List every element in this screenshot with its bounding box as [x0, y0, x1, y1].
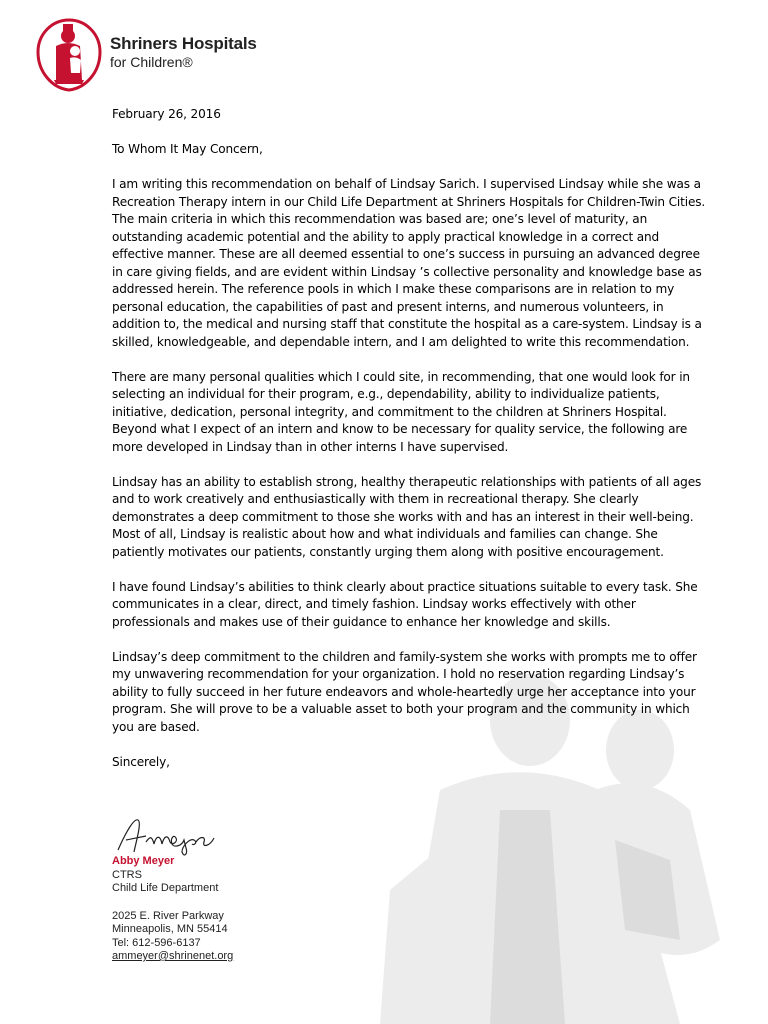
signer-department: Child Life Department: [112, 882, 219, 894]
letter-closing: Sincerely,: [112, 754, 170, 769]
letter-paragraph: Lindsay’s deep commitment to the children and family-system she works with prompts me to offer my unwavering recommendation for your organization. I hold no reservation regarding Lindsay’s ability to fully succeed in her future endeavors and whole-heartedly urge her acceptance into your program. She will prove to be a valuable asset to both your program and the community in which you are based.: [112, 649, 697, 734]
letter-salutation: To Whom It May Concern,: [112, 142, 263, 156]
signer-title: CTRS: [112, 868, 142, 881]
letter-body: [112, 106, 712, 789]
address-line-1: 2025 E. River Parkway: [112, 909, 224, 922]
address-line-2: Minneapolis, MN 55414: [112, 923, 228, 935]
signature-block: [112, 855, 233, 964]
shriners-logo: [36, 18, 102, 92]
email-link[interactable]: ammeyer@shrinenet.org: [112, 950, 234, 962]
signer-name: Abby Meyer: [112, 855, 175, 867]
org-name: Shriners Hospitals: [110, 34, 257, 53]
letter-paragraph: I am writing this recommendation on behalf of Lindsay Sarich. I supervised Lindsay while she was a Recreation Therapy intern in our Child Life Department at Shriners Hospitals for Children-Twin Cities. The main criteria in which this recommendation was based are; one’s level of maturity, an outstanding academic potential and the ability to apply practical knowledge in a correct and effective manner. These are all deemed essential to one’s success in pursuing an advanced degree in care giving fields, and are evident within Lindsay ’s collective personality and knowledge base as addressed herein. The reference pools in which I make these comparisons are in relation to my personal education, the capabilities of past and present interns, and numerous volunteers, in addition to, the medical and nursing staff that constitute the hospital as a care-system. Lindsay is a skilled, knowledgeable, and dependable intern, and I am delighted to write this recommendation.: [112, 177, 706, 349]
org-subtitle: for Children®: [110, 54, 193, 70]
phone: Tel: 612-596-6137: [112, 936, 201, 949]
letter-paragraph: I have found Lindsay’s abilities to think clearly about practice situations suitable to every task. She communicates in a clear, direct, and timely fashion. Lindsay works effectively with other professionals and makes use of their guidance to enhance her knowledge and skills.: [112, 579, 698, 629]
letter-paragraph: Lindsay has an ability to establish strong, healthy therapeutic relationships with patients of all ages and to work creatively and enthusiastically with them in recreational therapy. She clearly demonstrates a deep commitment to those she works with and has an interest in their well-being. Most of all, Lindsay is realistic about how and what individuals and families can change. She patiently motivates our patients, constantly urging them along with positive encouragement.: [112, 474, 702, 559]
letter-date: February 26, 2016: [112, 107, 221, 121]
letter-paragraph: There are many personal qualities which I could site, in recommending, that one would look for in selecting an individual for their program, e.g., dependability, ability to individualize patients, initiative, dedication, personal integrity, and commitment to the children at Shriners Hospital. Beyond what I expect of an intern and know to be necessary for quality service, the following are more developed in Lindsay than in other interns I have supervised.: [112, 369, 690, 454]
handwritten-signature: [112, 812, 242, 860]
